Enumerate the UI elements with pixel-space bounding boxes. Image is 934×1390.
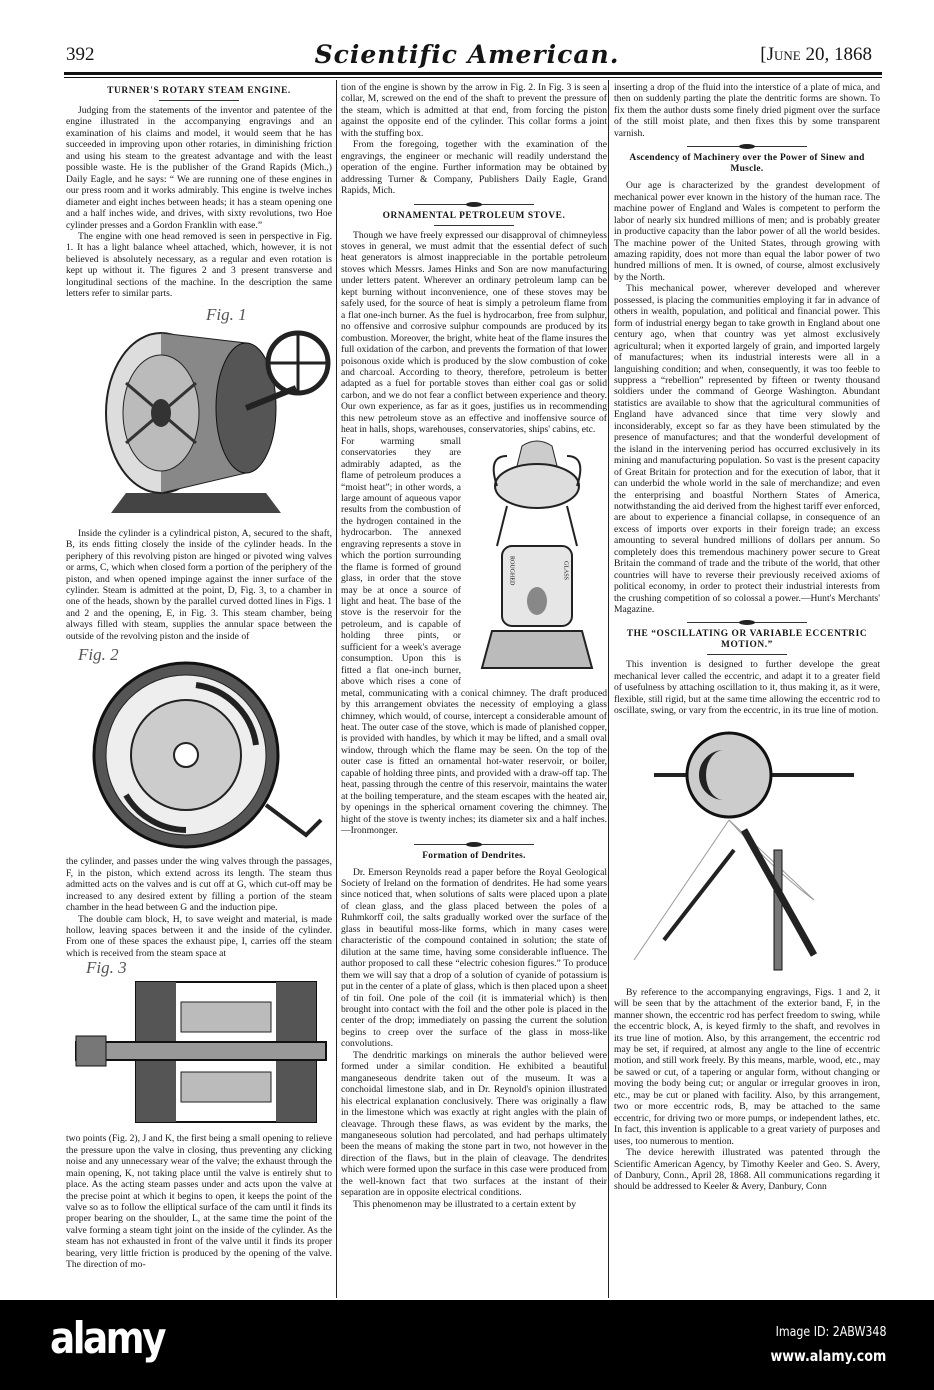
article-heading: TURNER'S ROTARY STEAM ENGINE. <box>107 86 291 96</box>
paragraph: For warming small conservatories they are admirably adapted, as the flame of petroleum produces a “moist heat”; in other words, a large amount of aqueous vapor results from the combustion of the hydrogen contained in the hydrocarbon. The annexed engraving represents a stove in which the portion surrounding the flame is formed of ground glass, in order that the stove may be at once a source of light and heat. The base of the stove is the reservoir for the petroleum, and is capable of holding three pints, or sufficient for a week's average consumption. Upon this is fitted a flat one-inch burner, above which rises a cone of metal, communicating with a conical chimney. The draft produced by this arrangement obviates the necessity of employing a glass chimney, which would, of course, intercept a considerable amount of heat. The outer case of the stove, which is made of planished copper, is provided with handles, by which it may be lifted, and a small oval window, through which the flame may be seen. On the top of the outer case is fitted an ornamental hot-water reservoir, or boiler, capable of holding three pints, and provided with a draw-off tap. The heat, passing through the centre of this reservoir, maintains the water at the boiling temperature, and the steam escapes with the heated air, by openings in the spherical ornament covering the chimney. The hight of the stove is twenty inches; its diameter six and a half inches.—Ironmonger. <box>341 435 607 837</box>
figure-caption: Fig. 1 <box>206 304 247 324</box>
masthead: Scientific American. <box>314 40 620 69</box>
paragraph: the cylinder, and passes under the wing valves through the passages, F, in the piston, which extend across its length. The steam thus admitted acts on the valves and is cut off at G, which cut-off may be increased to any desired extent by filling a portion of the steam chamber in the head between G and the induction pipe. <box>66 856 332 914</box>
header-rule-thin <box>64 77 882 78</box>
engine-perspective-figure <box>66 303 332 525</box>
paragraph: This mechanical power, wherever developed and wherever possessed, is placing the communities employing it far in advance of others in wealth, population, and political and financial power. This form of industrial energy began to take growth in England about one century ago, when that country was yet almost exclusively agricultural; when it exported largely of grain, and imported largely of manufactures; when its industrial interests were all in a languishing condition; and when, consequently, it was too feeble to suppress a “rebellion” represented by fifteen or twenty thousand soldiers under the command of George Washington. Abundant statistics are available to show that the agricultural communities of England have advanced since that time very slowly and inconsiderably, except so far as they have been stimulated by the presence of manufactures; and that the wonderful development of the island in the intervening period has occurred exclusively in its mining and manufacturing population. So vast is the present capacity of Great Britain for protection and for the execution of labor, that it can underbid the whole world in the sale of merchandize; and even the enterprising and boastful Northern States of America, notwithstanding the aid derived from the highest tariff ever enforced, are about to experience a financial collapse, in consequence of an excess of imports over exports in their foreign trade; an excess amounting to several hundred millions of dollars per annum. So completely does this tremendous machinery power secure to Great Britain the command of trade and the tribute of the world, that other countries will have to reverse their previously received axioms of political economy, in order to protect their industrial interests from the crushing competition of so colossal a power.—Hunt's Merchants' Magazine. <box>614 283 880 616</box>
paragraph: This invention is designed to further develope the great mechanical lever called the eccentric, and adapt it to a greater field of usefulness by attaching oscillation to it, thus making it, as it were, flexible, still rigid, but at the same time allowing the eccentric rod to oscillate, swing, or vary from the eccentric, in its true line of motion. <box>614 659 880 717</box>
paragraph: inserting a drop of the fluid into the interstice of a plate of mica, and then on suddenly parting the plate the dentritic forms are shown. To fix them the author dusts some finely dried pigment over the surface of the still moist plate, and then fixes this by some transparent varnish. <box>614 82 880 139</box>
paragraph: The device herewith illustrated was patented through the Scientific American Agency, by Timothy Keeler and Geo. S. Avery, of Danbury, Conn., April 28, 1868. All communications regarding it should be addressed to Keeler & Avery, Danbury, Conn <box>614 1147 880 1193</box>
paragraph: The dendritic markings on minerals the author believed were formed under a similar condition. He exhibited a beautiful manganeseous dendrite taken out of the museum. It was a conchoidal limestone slab, and in Dr. Reynold's opinion illustrated his electrical explanation conclusively. There was originally a flaw in the limestone which was exactly at right angles with the plain of cleavage. Through these flaws, as was evident by the marks, the manganeseous solution had percolated, and had perhaps ultimately been the means of making the stone part in two, not however in the direction of the flaws, but in the plain of cleavage. The dendrites which were formed upon the surface in this case were produced from the well-known fact that two surfaces at the instant of their separation are in opposite electrical conditions. <box>341 1049 607 1199</box>
section-divider-ornament <box>687 619 807 625</box>
heading-underline <box>159 100 239 101</box>
column-left <box>66 82 332 1298</box>
petroleum-stove-figure <box>467 436 607 676</box>
paragraph: Our age is characterized by the grandest development of mechanical power ever known in the history of the human race. The machine power of England and Wales is competent to perform the labor of nearly six hundred millions of men; and is probably greater in productive capacity than the labor power of all the world besides. The machine power of the United States, through growing with amazing rapidity, does not more than equal the labor power of two hundred millions of men. It is owned, of course, almost exclusively by the North. <box>614 180 880 283</box>
paragraph: tion of the engine is shown by the arrow in Fig. 2. In Fig. 3 is seen a collar, M, screwed on the end of the shaft to prevent the pressure of the steam, which is admitted at that end, from forcing the piston against the opposite end of the cylinder. This collar forms a joint with the stuffing box. <box>341 82 607 139</box>
paragraph: Though we have freely expressed our disapproval of chimneyless stoves in general, we must admit that the essential defect of such heat generators is almost inappreciable in the portable petroleum stoves which Messrs. James Hinks and Son are now manufacturing under letters patent. Wherever an ordinary petroleum lamp can be kept burning without inconvenience, one of these stoves may be safely used, for the source of heat is simply a petroleum flame from a flat one-inch burner. As the fuel is hydrocarbon, free from sulphur, no offensive and corrosive sulphur compounds are produced by its combustion. Moreover, the bright, white heat of the flame insures the full oxidation of the carbon, and prevents the formation of that lower poisonous oxide which is produced by the slow combustion of coke and charcoal. According to theory, therefore, petroleum is better adapted as a fuel for portable stoves than either coal gas or solid carbon, and we do not fear a conflict between experience and theory. Our own experience, as far as it goes, justifies us in recommending this new petroleum stove as an effective and inoffensive source of heat in halls, shops, warehouses, conservatories, ships' cabins, etc. <box>341 229 607 436</box>
figure-caption: Fig. 3 <box>86 958 127 978</box>
header-rule <box>64 72 882 75</box>
column-right <box>614 82 880 1298</box>
engine-transverse-section-figure <box>66 645 332 853</box>
stove-label-glass: GLASS <box>562 560 569 580</box>
heading-underline <box>434 225 514 226</box>
paragraph: Inside the cylinder is a cylindrical piston, A, secured to the shaft, B, its ends fitting closely the inside of the cylinder heads. In the periphery of this revolving piston are hinged or pivoted wing valves or arms, C, which when closed form a portion of the periphery of the piston, and when opened impinge against the inner surface of the cylinder. Steam is admitted at the point, D, Fig. 3, to a chamber in one of the heads, shown by the parallel curved dotted lines in Figs. 1 and 2 and the opening, E, in Fig. 3. This steam chamber, being always filled with steam, supplies the annular space between the outside of the revolving piston and the inside of <box>66 527 332 642</box>
watermark-image-id: Image ID: 2ABW348 <box>775 1325 886 1340</box>
paragraph: Dr. Emerson Reynolds read a paper before the Royal Geological Society of Ireland on the formation of dendrites. He had some years since noticed that, when solutions of salts were placed upon a plate of clean glass, and the glass placed between the poles of a Ruhmkorff coil, the salts gradually worked over the surface of the glass in beautiful moss-like forms, which in many cases were characteristic of the compound contained in solution; the state of dilution at the same time, having some considerable influence. The author proposed to call these “electric cohesion figures.” To produce them we will say that a drop of a solution of cyanide of potassium is put in the center of a plate of glass, which is then placed upon a sheet of tin foil. One pole of the coil (it is immaterial which) is then brought into contact with the foil and the other pole is placed in the center of the drop; immediately on passing the current the solution begins to creep over the surface of the glass in moss-like convolutions. <box>341 866 607 1050</box>
paragraph: The engine with one head removed is seen in perspective in Fig. 1. It has a light balance wheel attached, which, however, it is not believed is absolutely necessary, as a regular and even rotation is kept up without it. The figures 2 and 3 present transverse and longitudinal sections of the machine. In the description the same letters refer to similar parts. <box>66 230 332 300</box>
stove-label-roughed: ROUGHED <box>508 555 515 586</box>
paragraph: This phenomenon may be illustrated to a certain extent by <box>353 1198 576 1210</box>
paragraph: The double cam block, H, to save weight and material, is made hollow, leaving spaces between it and the inside of the cylinder. From one of these spaces the exhaust pipe, I, carries off the steam which is received from the steam space at <box>66 913 332 959</box>
paragraph: By reference to the accompanying engravings, Figs. 1 and 2, it will be seen that by the attachment of the exterior band, F, in the manner shown, the eccentric rod has perfect freedom to swing, while the eccentric block, A, is keyed firmly to the shaft, and revolves in its true line of motion. Also, by this arrangement, the eccentric rod may be set, if required, at almost any angle to the line of eccentric motion, and still work freely. By this means, marble, wood, etc., may be sawed or cut, of a tapering or angular form, without changing or moving the body being cut; or angular or irregular grooves in iron, etc., may be cut or planed with facility. Also, by this arrangement, two or more eccentric rods, B, may be attached to the same eccentric, for driving two or more pumps, or independent lathes, etc. In fact, this invention is applicable to a great variety of purposes and uses, too numerous to mention. <box>614 986 880 1147</box>
section-divider-ornament <box>687 143 807 149</box>
paragraph: Judging from the statements of the inventor and patentee of the engine illustrated in the accompanying engravings and an examination of his claims and model, it would seem that he has succeeded in improving upon other rotaries, in diminishing friction and using his steam to the greatest advantage and with the least possible waste. He is the publisher of the Grand Rapids (Mich.,) Daily Eagle, and he says: “ We are running one of these engines in our press room and it works admirably. This engine is twelve inches diameter and eight inches between heads; it has a steam opening one and a half inches wide, and drives, with sixty revolutions, two Hoe cylinder presses and a Gordon Franklin with ease.” <box>66 105 332 231</box>
column-divider <box>336 80 337 1298</box>
article-heading: Formation of Dendrites. <box>422 850 526 861</box>
article-heading: Ascendency of Machinery over the Power of Sinew and Muscle. <box>629 153 865 175</box>
article-heading: ORNAMENTAL PETROLEUM STOVE. <box>382 210 566 221</box>
watermark-logo: alamy <box>50 1313 164 1364</box>
section-divider-ornament <box>414 201 534 207</box>
paragraph: two points (Fig. 2), J and K, the first being a small opening to relieve the pressure upon the valve in closing, thus preventing any clicking noise and any unnecessary wear of the valve; the exhaust through the main opening, K, not taking place until the valve is entirely shut to place. As the acting steam passes under and acts upon the valve at the precise point at which it begins to open, it keeps the point of the valve so as to follow the elliptical surface of the cam until it finds its proper bearing on the shoulder, L, at the same time the point of the valve forming a steam tight joint on the inside of the cylinder. As the steam has not exhausted in front of the valve until it finds its proper bearing, very little friction is produced by the opening of the valve. The direction of mo- <box>66 1133 332 1271</box>
watermark-url: www.alamy.com <box>770 1347 886 1365</box>
figure-caption: Fig. 2 <box>78 645 119 665</box>
column-divider <box>608 80 609 1298</box>
engine-longitudinal-section-figure <box>66 958 332 1130</box>
column-middle <box>341 82 607 1298</box>
paragraph: From the foregoing, together with the examination of the engravings, the engineer or mechanic will readily understand the operation of the engine. Further information may be obtained by addressing Turner & Company, Publishers Daily Eagle, Grand Rapids, Mich. <box>341 139 607 197</box>
article-heading: THE “OSCILLATING OR VARIABLE ECCENTRIC MOTION.” <box>626 629 868 651</box>
page-number: 392 <box>66 44 95 65</box>
eccentric-motion-figure <box>614 720 880 984</box>
heading-underline <box>707 654 787 655</box>
section-divider-ornament <box>414 841 534 847</box>
issue-date: [June 20, 1868 <box>760 44 872 65</box>
